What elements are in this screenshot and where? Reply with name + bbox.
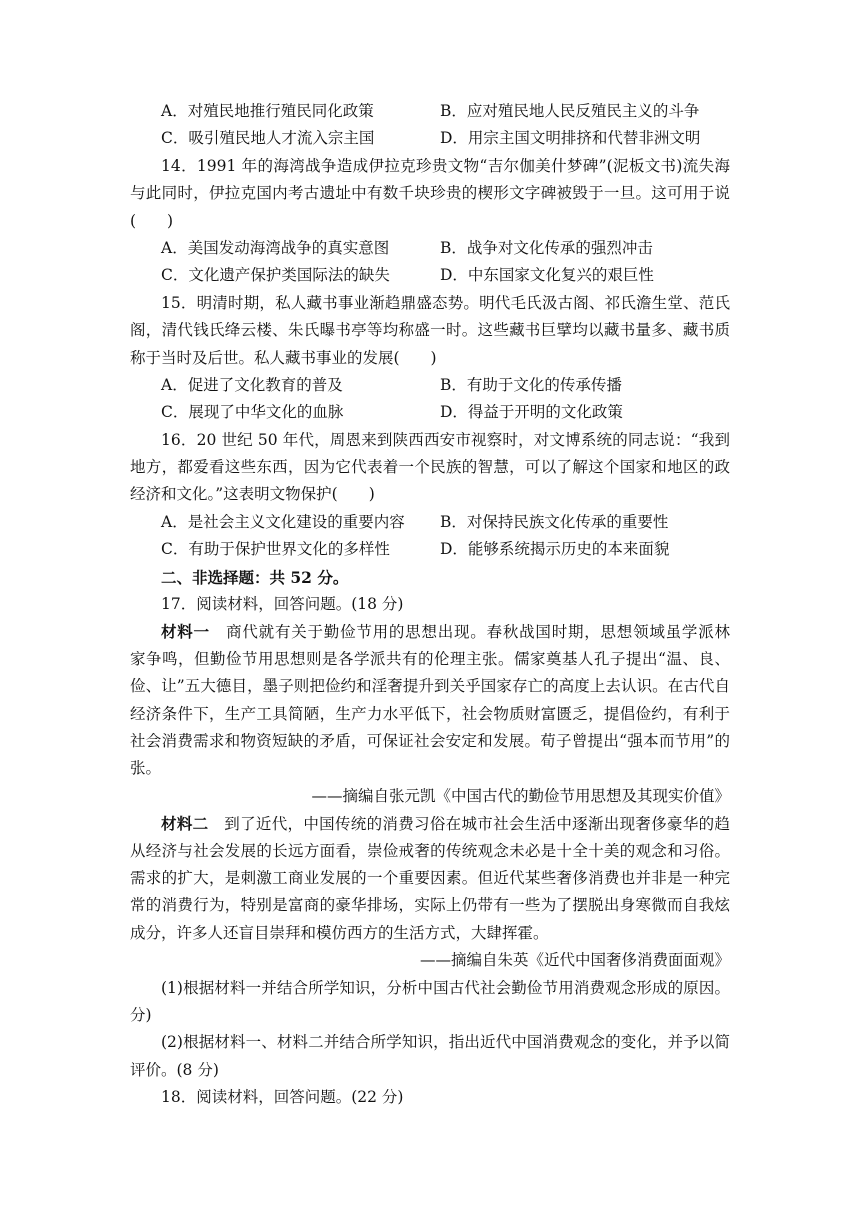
- q15-stem-line-2: 阁，清代钱氏绛云楼、朱氏曝书亭等均称盛一时。这些藏书巨擘均以藏书量多、藏书质: [130, 321, 730, 340]
- q17-material2-line-2: 从经济与社会发展的长远方面看，崇俭戒奢的传统观念未必是十全十美的观念和习俗。: [130, 841, 730, 860]
- q14-option-a: A．美国发动海湾战争的真实意图: [161, 238, 390, 257]
- q17-material2-line-5: 成分，许多人还盲目崇拜和模仿西方的生活方式，大肆挥霍。: [130, 923, 549, 942]
- q17-material1-line-1: [130, 618, 730, 645]
- q16-options-row-1: [130, 509, 730, 536]
- q17-material1-text-1: 商代就有关于勤俭节用的思想出现。春秋战国时期，思想领域虽学派林: [226, 623, 730, 642]
- q15-option-d: D．得益于开明的文化政策: [440, 403, 623, 422]
- q15-option-c: C．展现了中华文化的血脉: [161, 403, 344, 422]
- q17-material1-line-5: 社会消费需求和物资短缺的矛盾，可保证社会安定和发展。荀子曾提出“强本而节用”的: [130, 731, 730, 750]
- q15-options-row-2: [130, 399, 730, 426]
- q14-stem-line-1: 14．1991 年的海湾战争造成伊拉克珍贵文物“吉尔伽美什梦碑”(泥板文书)流失海: [161, 156, 730, 175]
- q17-material1-line-3: 俭、让”五大德目，墨子则把俭约和淫奢提升到关乎国家存亡的高度上去认识。在古代自: [130, 677, 730, 696]
- q16-stem-line-3: 经济和文化。”这表明文物保护( ): [130, 485, 375, 504]
- q14-stem-line-3: ( ): [130, 211, 174, 230]
- q15-stem-line-1: 15．明清时期，私人藏书事业渐趋鼎盛态势。明代毛氏汲古阁、祁氏澹生堂、范氏: [161, 293, 730, 312]
- q13-option-c: C．吸引殖民地人才流入宗主国: [161, 129, 375, 148]
- q13-option-d: D．用宗主国文明排挤和代替非洲文明: [440, 129, 701, 148]
- q16-option-d: D．能够系统揭示历史的本来面貌: [440, 540, 670, 559]
- q16-stem-line-2: 地方，都爱看这些东西，因为它代表着一个民族的智慧，可以了解这个国家和地区的政: [130, 458, 730, 477]
- q16-option-a: A．是社会主义文化建设的重要内容: [161, 512, 405, 531]
- q14-options-row-1: [130, 235, 730, 262]
- q13-option-b: B．应对殖民地人民反殖民主义的斗争: [440, 102, 700, 120]
- q17-material2-line-3: 需求的扩大，是刺激工商业发展的一个重要因素。但近代某些奢侈消费也并非是一种完: [130, 868, 730, 887]
- q17-material1-line-6: 张。: [130, 759, 162, 778]
- q17-material2-text-1: 到了近代，中国传统的消费习俗在城市社会生活中逐渐出现奢侈豪华的趋: [224, 815, 730, 834]
- q15-stem-line-3: 称于当时及后世。私人藏书事业的发展( ): [130, 348, 437, 367]
- q17-material2-line-1: [130, 810, 730, 837]
- q14-stem-line-2: 与此同时，伊拉克国内考古遗址中有数千块珍贵的楔形文字碑被毁于一旦。这可用于说: [130, 184, 730, 203]
- q16-options-row-2: [130, 536, 730, 563]
- q14-option-c: C．文化遗产保护类国际法的缺失: [161, 266, 390, 285]
- q14-option-d: D．中东国家文化复兴的艰巨性: [440, 266, 654, 285]
- q17-material2-label: 材料二: [161, 814, 209, 834]
- q15-option-b: B．有助于文化的传承传播: [440, 375, 622, 394]
- q15-options-row-1: [130, 372, 730, 399]
- exam-page: [130, 98, 730, 1111]
- q13-options-row-2: [130, 125, 730, 152]
- q15-option-a: A．促进了文化教育的普及: [161, 375, 343, 394]
- q13-option-a: A．对殖民地推行殖民同化政策: [161, 102, 374, 120]
- q16-option-c: C．有助于保护世界文化的多样性: [161, 540, 390, 559]
- q17-material1-source: ——摘编自张元凯《中国古代的勤俭节用思想及其现实价值》: [311, 786, 730, 805]
- q17-material1-line-2: 家争鸣，但勤俭节用思想则是各学派共有的伦理主张。儒家奠基人孔子提出“温、良、: [130, 649, 730, 668]
- q17-sub1-line-2: 分): [130, 1005, 152, 1024]
- q17-material1-line-4: 经济条件下，生产工具简陋，生产力水平低下，社会物质财富匮乏，提倡俭约，有利于: [130, 704, 730, 723]
- q17-sub2-line-1: (2)根据材料一、材料二并结合所学知识，指出近代中国消费观念的变化，并予以简: [161, 1033, 730, 1052]
- q16-stem-line-1: 16．20 世纪 50 年代，周恩来到陕西西安市视察时，对文博系统的同志说：“我到: [161, 430, 730, 449]
- q16-option-b: B．对保持民族文化传承的重要性: [440, 512, 669, 531]
- q17-sub2-line-2: 评价。(8 分): [130, 1060, 219, 1079]
- q17-material2-line-4: 常的消费行为，特别是富商的豪华排场，实际上仍带有一些为了摆脱出身寒微而自我炫: [130, 896, 730, 915]
- q14-option-b: B．战争对文化传承的强烈冲击: [440, 238, 653, 257]
- q18-title: 18．阅读材料，回答问题。(22 分): [161, 1088, 404, 1107]
- q14-options-row-2: [130, 262, 730, 289]
- q17-material2-source: ——摘编自朱英《近代中国奢侈消费面面观》: [419, 951, 730, 970]
- q13-options-row-1: [130, 98, 730, 125]
- q17-title: 17．阅读材料，回答问题。(18 分): [161, 595, 404, 614]
- section-2-heading: 二、非选择题：共 52 分。: [161, 567, 349, 587]
- q17-material1-label: 材料一: [161, 622, 210, 642]
- q17-sub1-line-1: (1)根据材料一并结合所学知识，分析中国古代社会勤俭节用消费观念形成的原因。: [161, 978, 730, 997]
